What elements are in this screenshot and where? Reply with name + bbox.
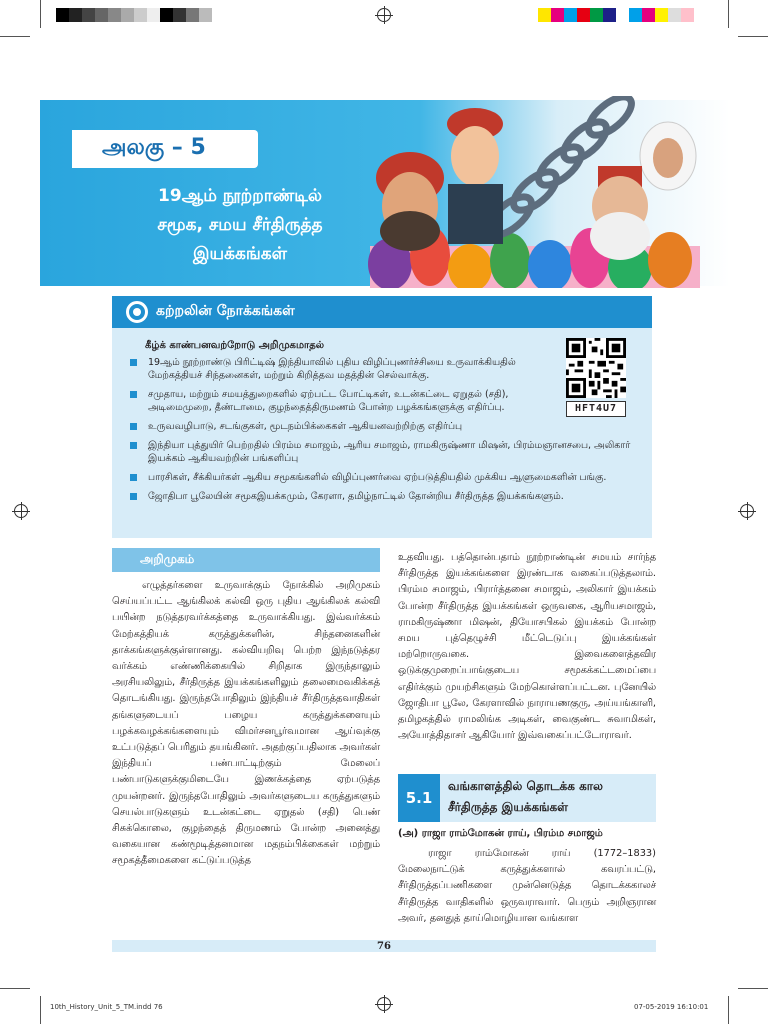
unit-label-box bbox=[72, 130, 258, 168]
file-slug: 10th_History_Unit_5_TM.indd 76 bbox=[50, 1003, 163, 1011]
intro-heading-bar bbox=[112, 548, 380, 572]
registration-mark-right bbox=[740, 504, 754, 518]
registration-mark-bottom bbox=[377, 997, 391, 1011]
qr-code-icon[interactable] bbox=[566, 338, 626, 398]
chapter-title-line: 19ஆம் நூற்றாண்டில் bbox=[158, 186, 322, 206]
portrait-left bbox=[376, 152, 444, 251]
crop-mark bbox=[0, 988, 30, 989]
objective-item: ஜோதிபா பூலேயின் சமூகஇயக்கமும், கேரளா, தமிழ்நாட்டில் தோன்றிய சீர்திருத்த இயக்கங்களும். bbox=[128, 490, 643, 503]
qr-code-label: HFT4U7 bbox=[566, 401, 626, 417]
subsection-paragraph: ராஜா ராம்மோகன் ராய் (1772–1833) மேலைநாட்டுக் கருத்துக்களால் கவரப்பட்டு, சீர்திருத்தப்பணிகளை முன்னெடுத்த தொடக்ககாலச் சீர்திருத்த வாதிகளில் ஒருவராவார். பெரும் அறிஞரான அவர், தனதுத் தாய்மொழியான வங்காள bbox=[398, 848, 656, 924]
registration-mark-top bbox=[377, 8, 391, 22]
print-timestamp: 07-05-2019 16:10:01 bbox=[634, 1003, 709, 1011]
objective-item: பாரசிகள், சீக்கியர்கள் ஆகிய சமூகங்களில் விழிப்புணர்வை ஏற்படுத்தியதில் முக்கிய ஆளுமைகளின் பங்கு. bbox=[128, 471, 643, 484]
section-title: வங்காளத்தில் தொடக்க கால சீர்திருத்த இயக்கங்கள் bbox=[448, 779, 603, 814]
subsection-text-column bbox=[398, 846, 656, 927]
section-number: 5.1 bbox=[398, 774, 440, 822]
portrait-bottom-right bbox=[590, 166, 650, 260]
portrait-center bbox=[447, 108, 503, 244]
objectives-heading: கற்றலின் நோக்கங்கள் bbox=[156, 303, 295, 319]
objectives-heading-bar bbox=[112, 296, 652, 328]
crop-mark bbox=[40, 0, 41, 28]
subsection-heading: (அ) ராஜா ராம்மோகன் ராய், பிரம்ம சமாஜம் bbox=[398, 828, 603, 839]
chapter-title-line: இயக்கங்கள் bbox=[193, 244, 287, 264]
calibration-bar-color bbox=[538, 8, 694, 22]
unit-label: அலகு – 5 bbox=[102, 135, 206, 160]
objectives-intro: கீழ்க் காண்பனவற்றோடு அறிமுகமாதல் bbox=[145, 340, 325, 351]
calibration-bar-gray bbox=[56, 8, 212, 22]
target-icon bbox=[126, 301, 148, 323]
chapter-title-line: சமூக, சமய சீர்திருத்த bbox=[157, 215, 323, 235]
page-number: 76 bbox=[377, 941, 391, 952]
registration-mark-left bbox=[14, 504, 28, 518]
portrait-right-woman bbox=[640, 122, 696, 190]
crop-mark bbox=[728, 996, 729, 1024]
objective-item: உருவவழிபாடு, சடங்குகள், மூடநம்பிக்கைகள் ஆகியனவற்றிற்கு எதிர்ப்பு bbox=[128, 420, 548, 433]
intro-text-column bbox=[112, 578, 380, 870]
crop-mark bbox=[0, 36, 30, 37]
crop-mark bbox=[728, 0, 729, 28]
crop-mark bbox=[40, 996, 41, 1024]
objective-item: இந்தியா புத்துயிர் பெற்றதில் பிரம்ம சமாஜம், ஆரிய சமாஜம், ராமகிருஷ்ணா மிஷன், பிரம்மஞானசபை, அலிகார் இயக்கம் ஆகியவற்றின் பங்களிப்பு bbox=[128, 439, 643, 465]
objective-item: சமுதாய, மற்றும் சமயத்துறைகளில் ஏற்பட்ட போட்டிகள், உடன்கட்டை ஏறுதல் (சதி), அடிமைமுறை, தீண்டாமை, குழந்தைத்திருமணம் போன்ற பழக்கங்களுக்கு எதிர்ப்பு. bbox=[128, 388, 548, 414]
intro-heading: அறிமுகம் bbox=[140, 552, 195, 566]
chapter-title bbox=[110, 182, 370, 269]
crop-mark bbox=[738, 988, 768, 989]
objective-item: 19ஆம் நூற்றாண்டு பிரிட்டிஷ் இந்தியாவில் புதிய விழிப்புணர்ச்சியை உருவாக்கியதில் மேற்கத்தியச் சிந்தனைகள், மற்றும் கிறித்தவ மதத்தின் செல்வாக்கு. bbox=[128, 356, 548, 382]
right-text-column bbox=[398, 550, 656, 744]
right-paragraph: உதவியது. பத்தொன்பதாம் நூற்றாண்டின் சமயம் சார்ந்த சீர்திருத்த இயக்கங்களை இரண்டாக வகைப்படுத்தலாம். பிரம்ம சமாஜம், பிரார்த்தனை சமாஜம், அலிகார் இயக்கம் போன்ற சீர்திருத்த இயக்கங்கள் ஒருவகை, ஆரியசமாஜம், ராமகிருஷ்ணா மிஷன், தியோசபிகல் இயக்கம் போன்ற சமய புத்தெழுச்சி மீட்டெடுப்பு இயக்கங்கள் மற்றொருவகை. இவைகளைத்தவிர ஒடுக்குமுறைப்பாங்குடைய சமூகக்கட்டமைப்பை எதிர்க்கும் முயற்சிகளும் மேற்கொள்ளப்பட்டன. புனேயில் ஜோதிபா பூலே, கேரளாவில் நாராயணகுரு, அய்யங்காளி, தமிழகத்தில் ராமலிங்க அடிகள், வைகுண்ட சுவாமிகள், அயோத்திதாசர் ஆகியோர் இவ்வகைப்பட்டோராவர். bbox=[398, 552, 656, 742]
reformers-illustration bbox=[360, 96, 710, 288]
crop-mark bbox=[738, 36, 768, 37]
intro-paragraph: எழுத்தர்களை உருவாக்கும் நோக்கில் அறிமுகம் செய்யப்பட்ட ஆங்கிலக் கல்வி ஒரு புதிய ஆங்கிலக் கல்வி பயின்ற நடுத்தரவர்க்கத்தை உருவாக்கியது. இவ்வர்க்கம் மேற்கத்தியக் கருத்துக்களின், சிந்தனைகளின் தாக்கங்களுக்குள்ளானது. கல்வியறிவு பெற்ற இந்நடுத்தர வர்க்கம் எண்ணிக்கையில் சிறிதாக இருந்தாலும் அரசியலிலும், சீர்திருத்த இயக்கங்களிலும் தலைமைவகிக்கத் தொடங்கியது. இருந்தபோதிலும் இந்தியச் சீர்திருத்தவாதிகள் தங்களுடையப் பழைய கருத்துக்களையும் பழக்கவழக்கங்களையும் விமர்சனபூர்வமான ஆய்வுக்கு உட்படுத்தப் பெரிதும் தயங்கினர். அதற்குப்பதிலாக அவர்கள் இந்தியப் பண்பாட்டிற்கும் மேலைப் பண்பாடுகளுக்குமிடையே இணக்கத்தை ஏற்படுத்த முயன்றனர். இருந்தபோதிலும் அவர்களுடைய கருத்துகளும் செயல்பாடுகளும் உடன்கட்டை ஏறுதல் (சதி) பெண் சிசுக்கொலை, குழந்தைத் திருமணம் போன்ற அனைத்து வகையான கண்மூடித்தனமான மதநம்பிக்கைகள் மற்றும் சமூகத்தீமைகளை கட்டுப்படுத்த bbox=[112, 580, 380, 867]
